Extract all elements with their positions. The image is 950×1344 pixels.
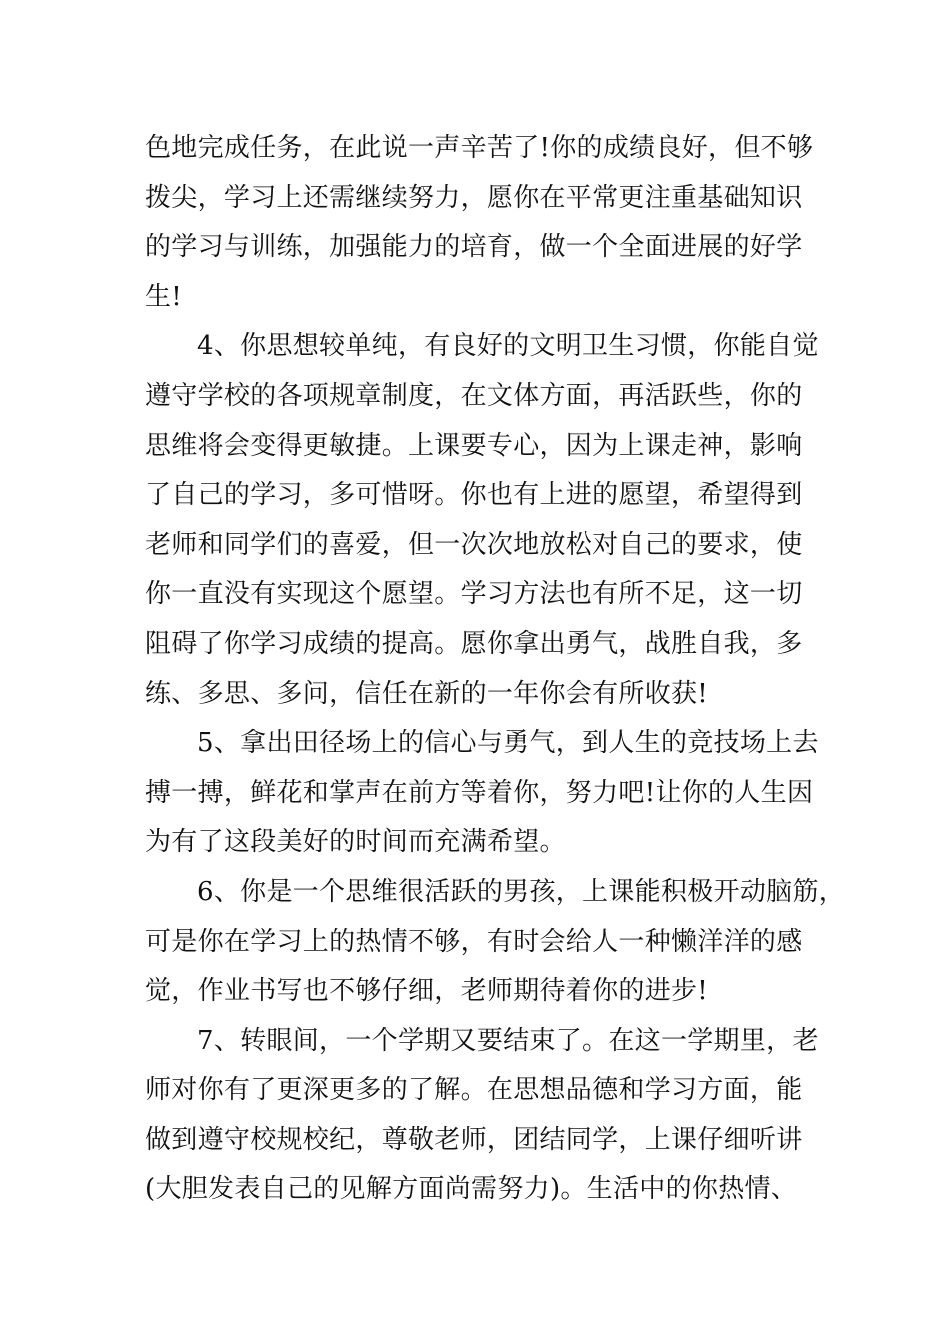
paragraph-6-first-line: 6、你是一个思维很活跃的男孩，上课能积极开动脑筋， [197,876,846,907]
body-text [145,124,846,1215]
paragraph-5-first-line: 5、拿出田径场上的信心与勇气，到人生的竞技场上去 [197,728,819,759]
text-line: 的学习与训练，加强能力的培育，做一个全面进展的好学 [145,232,803,263]
text-line: 色地完成任务，在此说一声辛苦了!你的成绩良好，但不够 [145,133,814,163]
text-line: 生! [145,281,183,312]
text-line: 做到遵守校规校纪，尊敬老师，团结同学，上课仔细听讲 [145,1124,803,1155]
text-line: 觉，作业书写也不够仔细，老师期待着你的进步! [145,976,709,1007]
text-line: 阻碍了你学习成绩的提高。愿你拿出勇气，战胜自我，多 [145,628,803,659]
text-line: 了自己的学习，多可惜呀。你也有上进的愿望，希望得到 [145,480,803,511]
text-line: 思维将会变得更敏捷。上课要专心，因为上课走神，影响 [145,430,803,461]
text-line: 遵守学校的各项规章制度，在文体方面，再活跃些，你的 [145,380,803,411]
text-line: 你一直没有实现这个愿望。学习方法也有所不足，这一切 [145,579,803,610]
paragraph-7-first-line: 7、转眼间，一个学期又要结束了。在这一学期里，老 [197,1025,819,1056]
text-line: 搏一搏，鲜花和掌声在前方等着你，努力吧!让你的人生因 [145,777,814,808]
paragraph-4-first-line: 4、你思想较单纯，有良好的文明卫生习惯，你能自觉 [197,331,819,362]
text-line: 老师和同学们的喜爱，但一次次地放松对自己的要求，使 [145,529,803,560]
text-line: 师对你有了更深更多的了解。在思想品德和学习方面，能 [145,1075,803,1106]
text-line: 练、多思、多问，信任在新的一年你会有所收获! [145,678,709,709]
text-line: 拨尖，学习上还需继续努力，愿你在平常更注重基础知识 [145,182,803,213]
text-line: 可是你在学习上的热情不够，有时会给人一种懒洋洋的感 [145,926,803,957]
text-line: (大胆发表自己的见解方面尚需努力)。生活中的你热情、 [145,1174,798,1205]
text-line: 为有了这段美好的时间而充满希望。 [145,827,566,858]
